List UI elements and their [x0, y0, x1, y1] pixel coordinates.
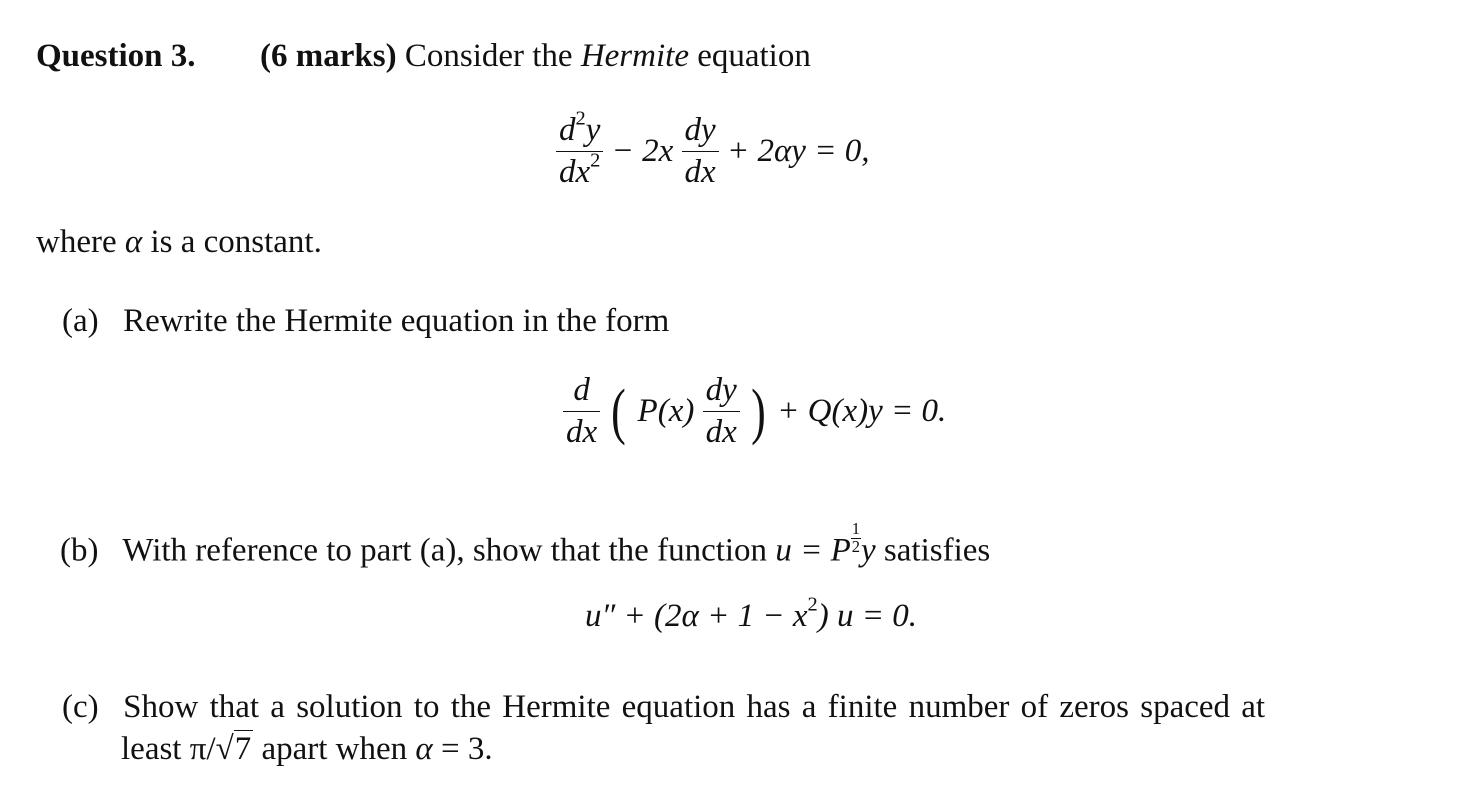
where-pre: where — [36, 224, 117, 260]
intro-emphasis: Hermite — [580, 38, 689, 74]
part-b — [60, 521, 990, 568]
part-c-equals-3: = 3. — [440, 731, 493, 767]
part-b-u-eq: u = P — [775, 532, 851, 569]
part-c-label: (c) — [62, 689, 99, 725]
half-exponent — [851, 521, 861, 555]
part-c-line2 — [121, 733, 493, 766]
left-paren: ( — [611, 376, 627, 447]
exp-num: 1 — [851, 519, 860, 538]
part-b-label: (b) — [60, 532, 99, 569]
eq2-d: d — [563, 374, 600, 412]
eq2-dx: dx — [566, 414, 598, 450]
part-a — [62, 305, 669, 338]
second-derivative-fraction — [556, 107, 603, 190]
transformed-equation — [585, 593, 917, 634]
part-a-label: (a) — [62, 303, 99, 339]
question-label: Question 3. — [36, 38, 196, 74]
right-paren: ) — [751, 376, 766, 447]
eq1-den-dx: dx — [559, 154, 591, 190]
marks-label: (6 marks) — [260, 38, 397, 74]
eq1-term2: − 2x — [611, 133, 674, 169]
eq2-px: P(x) — [637, 393, 695, 429]
part-c-least-pi: least π/ — [121, 731, 216, 767]
part-a-text: Rewrite the Hermite equation in the form — [123, 303, 670, 339]
question-header — [36, 40, 811, 73]
intro-text: Consider the — [404, 38, 573, 74]
alpha-symbol: α — [124, 224, 143, 260]
sqrt-argument: 7 — [234, 731, 252, 767]
part-c-apart-when: apart when — [261, 731, 408, 767]
first-derivative-fraction — [682, 114, 719, 189]
part-c-line1 — [62, 691, 1265, 724]
eq3-part1: u″ + (2α + 1 − x — [585, 598, 808, 634]
eq2-tail: + Q(x)y = 0. — [777, 393, 947, 429]
eq3-exp: 2 — [807, 593, 818, 616]
eq1-num-y: y — [585, 112, 601, 148]
eq1-num-exp: 2 — [575, 107, 586, 130]
where-line — [36, 226, 322, 259]
where-post: is a constant. — [150, 224, 322, 260]
exp-den: 2 — [851, 536, 860, 556]
eq2-d-dx — [563, 374, 600, 449]
part-b-text: With reference to part (a), show that the function — [122, 532, 768, 569]
hermite-equation — [556, 107, 870, 190]
eq2-dy-dx — [703, 374, 740, 449]
eq2-frac-dx: dx — [705, 414, 737, 450]
part-c-text-line1: Show that a solution to the Hermite equation has a finite number of zeros spaced at — [123, 689, 1266, 725]
sqrt-seven — [216, 733, 254, 766]
eq1-num-d: d — [559, 112, 576, 148]
eq1-frac-den: dx — [684, 154, 716, 190]
sqrt-sign: √ — [215, 731, 234, 767]
eq1-frac-num: dy — [682, 114, 719, 152]
eq3-part2: ) u = 0. — [817, 598, 917, 634]
part-c-alpha: α — [415, 731, 433, 767]
eq2-dy: dy — [703, 374, 740, 412]
part-b-tail: satisfies — [883, 532, 991, 569]
sturm-liouville-form — [563, 374, 946, 449]
eq1-tail: + 2αy = 0, — [726, 133, 870, 169]
intro-tail: equation — [697, 38, 811, 74]
eq1-den-exp: 2 — [590, 149, 601, 172]
part-b-y: y — [861, 532, 876, 569]
